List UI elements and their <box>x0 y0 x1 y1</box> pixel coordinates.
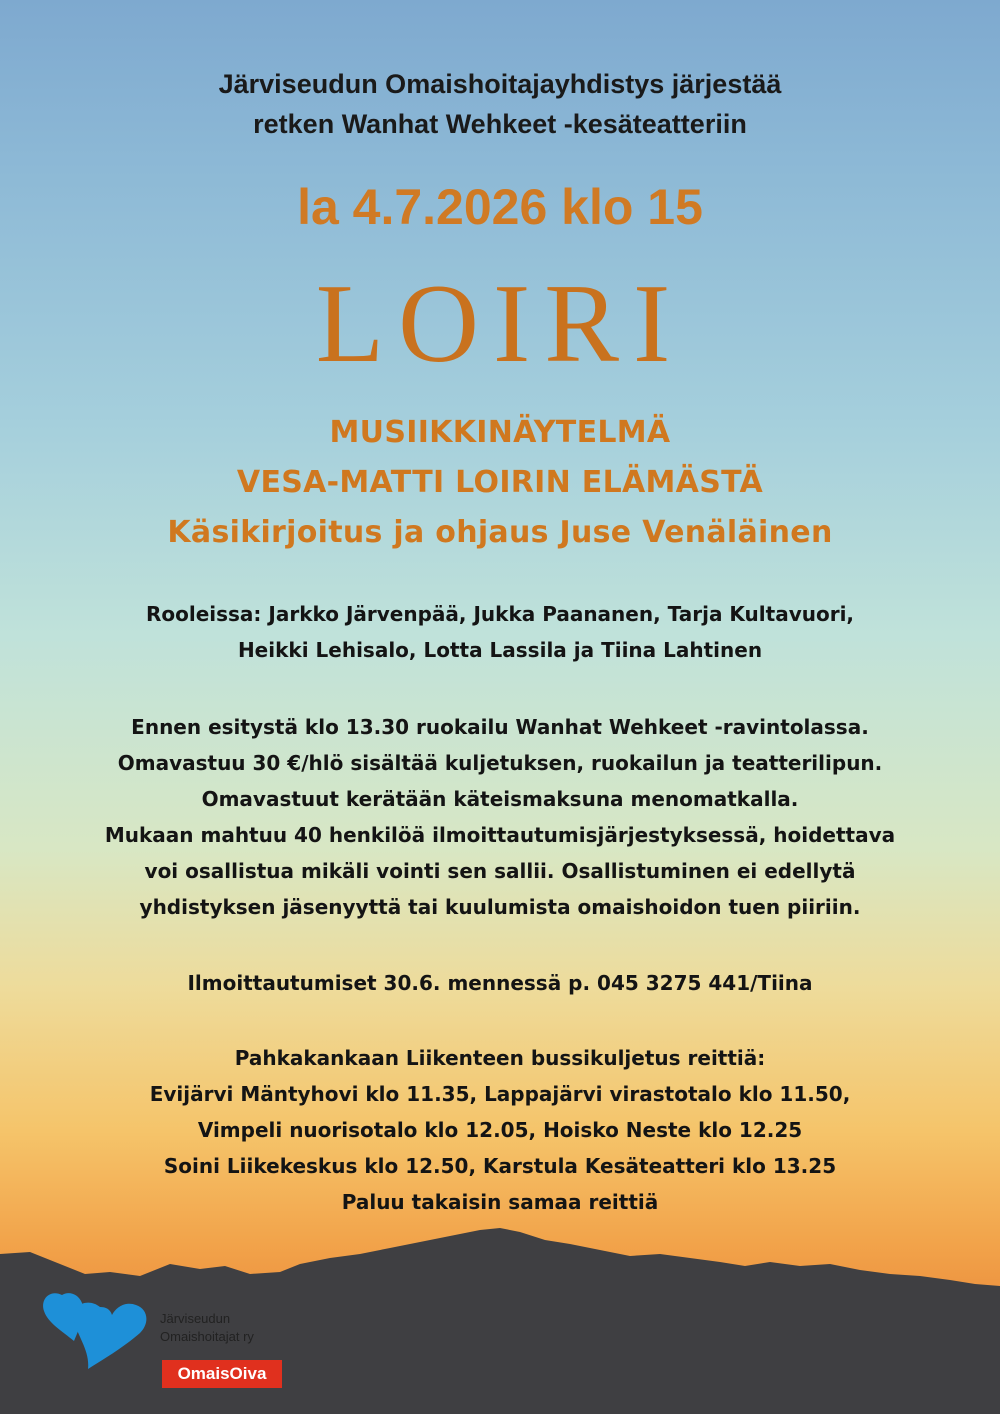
info-line-2: Omavastuu 30 €/hlö sisältää kuljetuksen, ruokailun ja teatterilipun. <box>117 751 883 775</box>
organizer-line-1: Järviseudun Omaishoitajayhdistys järjestää <box>218 69 782 99</box>
event-date: la 4.7.2026 klo 15 <box>297 179 703 235</box>
info-line-4: Mukaan mahtuu 40 henkilöä ilmoittautumisjärjestyksessä, hoidettava <box>104 823 896 847</box>
bus-heading: Pahkakankaan Liikenteen bussikuljetus reittiä: <box>234 1046 766 1070</box>
organizer-line-2: retken Wanhat Wehkeet -kesäteatteriin <box>253 109 747 139</box>
cast-line-2: Heikki Lehisalo, Lotta Lassila ja Tiina Lahtinen <box>237 638 763 662</box>
hearts-logo-icon <box>40 1285 160 1375</box>
organization-name-line-1: Järviseudun <box>160 1311 231 1326</box>
info-line-3: Omavastuut kerätään käteismaksuna menomatkalla. <box>201 787 799 811</box>
subtitle-3: Käsikirjoitus ja ohjaus Juse Venäläinen <box>167 515 833 550</box>
registration-info: Ilmoittautumiset 30.6. mennessä p. 045 3275 441/Tiina <box>187 971 813 995</box>
event-title: LOIRI <box>315 262 685 386</box>
bus-return: Paluu takaisin samaa reittiä <box>341 1190 659 1214</box>
info-line-5: voi osallistua mikäli vointi sen sallii. Osallistuminen ei edellytä <box>144 859 856 883</box>
info-line-6: yhdistyksen jäsenyyttä tai kuulumista omaishoidon tuen piiriin. <box>139 895 861 919</box>
info-line-1: Ennen esitystä klo 13.30 ruokailu Wanhat Wehkeet -ravintolassa. <box>131 715 869 739</box>
bus-stop-2: Vimpeli nuorisotalo klo 12.05, Hoisko Neste klo 12.25 <box>197 1118 803 1142</box>
organization-name-line-2: Omaishoitajat ry <box>160 1329 254 1344</box>
bus-stop-3: Soini Liikekeskus klo 12.50, Karstula Kesäteatteri klo 13.25 <box>163 1154 837 1178</box>
bus-stop-1: Evijärvi Mäntyhovi klo 11.35, Lappajärvi virastotalo klo 11.50, <box>149 1082 851 1106</box>
subtitle-1: MUSIIKKINÄYTELMÄ <box>329 415 671 450</box>
organization-name <box>160 1310 254 1346</box>
omaisoiva-badge: OmaisOiva <box>162 1360 282 1388</box>
subtitle-2: VESA-MATTI LOIRIN ELÄMÄSTÄ <box>236 465 764 500</box>
cast-line-1: Rooleissa: Jarkko Järvenpää, Jukka Paananen, Tarja Kultavuori, <box>145 602 855 626</box>
